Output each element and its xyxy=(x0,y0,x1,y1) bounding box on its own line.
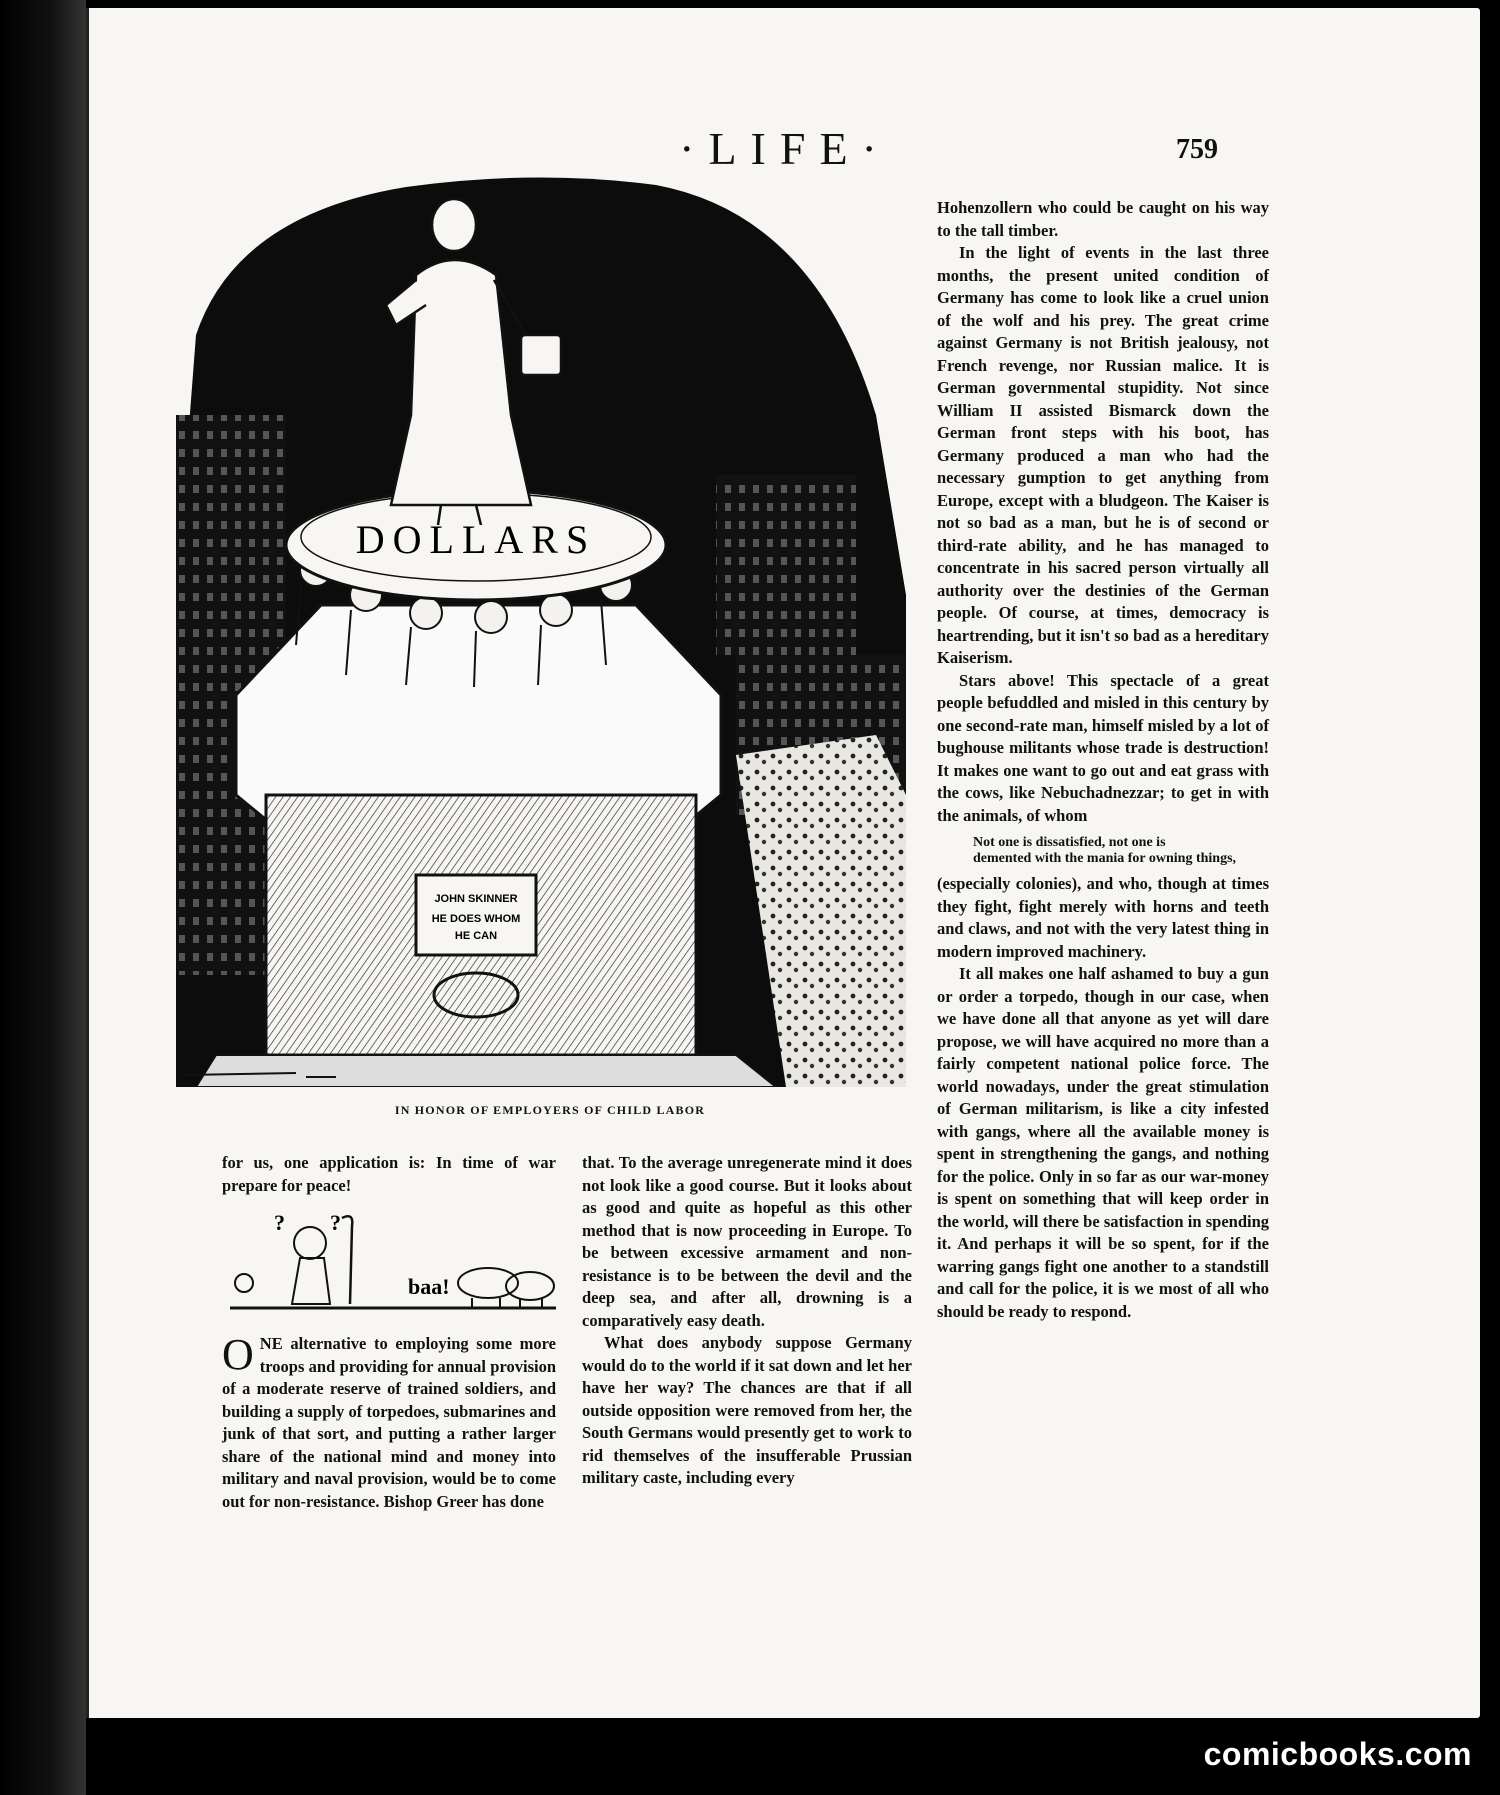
svg-text:?: ? xyxy=(330,1210,341,1235)
plaque-line2: HE DOES WHOM xyxy=(431,913,521,925)
page-number: 759 xyxy=(1176,134,1218,165)
right-building xyxy=(716,475,856,655)
illustration-caption: IN HONOR OF EMPLOYERS OF CHILD LABOR xyxy=(394,1103,706,1117)
masthead: ·LIFE· xyxy=(679,123,891,174)
scan-left-edge xyxy=(0,0,86,1795)
column1-paragraph2: ONE alternative to employing some more troops and providing for annual provision of a moderate reserve of trained soldiers, and building a supply of torpedoes, submarines and junk of that sort, and putting a rather larger share of the national mind and money into military and naval provision, would be to come out for non-resistance. Bishop Greer has done xyxy=(222,1330,556,1511)
text-column-2 xyxy=(582,1152,912,1490)
chick-figure xyxy=(235,1274,253,1292)
blockquote: Not one is dissatisfied, not one is demented with the mania for owning things, xyxy=(973,835,1237,866)
column3-paragraph1: Hohenzollern who could be caught on his way to the tall timber. xyxy=(937,198,1269,240)
column2-paragraph1: that. To the average unregenerate mind it does not look like a good course. But it looks about as good and quite as hopeful as this other method that is now proceeding in Europe. To be between excessive armament and non-resistance is to be between the devil and the deep sea, and after all, drowning is a comparatively easy death. xyxy=(582,1153,912,1330)
sheep-sketch xyxy=(230,1208,556,1318)
plaque-line3: HE CAN xyxy=(454,930,498,942)
column3-paragraph5: It all makes one half ashamed to buy a gun or order a torpedo, though in our case, when we have done all that anyone as yet will dare propose, we will have acquired no more than a fairly competent national police force. The world nowadays, under the great stimulation of German militarism, is like a city infested with gangs, where all the available money is spent in strengthening the gangs, and nothing for the police. Only in so far as our war-money is spent on something that will keep order in the world, will there be satisfaction in spending it. And perhaps it will be so spent, for if the warring gangs fight one another to a standstill and call for the police, it is we most of all who should be ready to respond. xyxy=(937,964,1269,1321)
sheep-sound: baa! xyxy=(408,1274,450,1299)
column3-paragraph3: Stars above! This spectacle of a great people befuddled and misled in this century by one second-rate man, himself misled by a lot of bughouse militants whose trade is destruction! It makes one want to go out and eat grass with the cows, like Nebuchadnezzar; to get in with the animals, of whom xyxy=(937,670,1269,825)
text-column-3 xyxy=(937,197,1269,1323)
page-gutter xyxy=(86,8,89,1718)
column3-paragraph4: (especially colonies), and who, though at times they fight, fight merely with horns and teeth and claws, and not with the very latest thing in modern improved machinery. xyxy=(937,874,1269,961)
column3-paragraph2: In the light of events in the last three months, the present united condition of Germany has come to look like a cruel union of the wolf and his prey. The great crime against Germany is not British jealousy, not French revenge, nor Russian malice. It is German governmental stupidity. Not since William II assisted Bismarck down the German front steps with his boot, has Germany produced a man who had the necessary gumption to get anything from Europe, except with a bludgeon. The Kaiser is not so bad as a man, but he is of second or third-rate ability, and he has managed to concentrate in his sacred person virtually all authority over the destinies of the German people. Of course, at times, democracy is heartrending, but it isn't so bad as a hereditary Kaiserism. xyxy=(937,243,1269,667)
coin-inscription: DOLLARS xyxy=(355,517,597,562)
text-column-1-continued xyxy=(222,1330,556,1513)
text-column-1 xyxy=(222,1152,556,1197)
plaque-line1: JOHN SKINNER xyxy=(434,893,518,905)
shepherd-figure xyxy=(294,1227,326,1259)
cartoon-illustration xyxy=(176,175,906,1087)
column2-paragraph2: What does anybody suppose Germany would do to the world if it sat down and let her have her way? The chances are that if all outside opposition were removed from her, the South Germans would presently get to work to rid themselves of the insufferable Prussian military caste, including every xyxy=(582,1333,912,1487)
column1-paragraph1: for us, one application is: In time of war prepare for peace! xyxy=(222,1153,556,1195)
svg-text:?: ? xyxy=(274,1210,285,1235)
site-watermark: comicbooks.com xyxy=(1203,1736,1472,1772)
drop-cap: O xyxy=(222,1330,254,1379)
